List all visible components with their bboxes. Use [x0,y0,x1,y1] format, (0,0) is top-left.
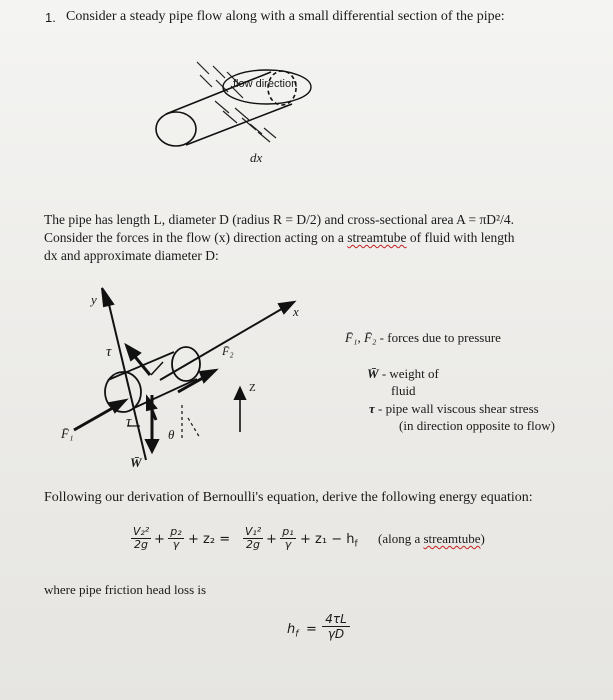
p2-over-gamma: p₂ γ [168,526,184,551]
along-streamtube: (along a streamtube) [378,531,485,546]
flow-direction-label: flow direction [233,78,298,90]
problem-number: 1. [45,10,56,25]
four-tau-l-over-gamma-d: 4τL γD [322,612,350,641]
pipe-description-line1: The pipe has length L, diameter D (radius R = D/2) and cross-sectional area A = πD²/4. [44,212,514,227]
hf-lhs: $h_f$ [287,622,299,640]
v1-squared-over-2g: V₁² 2g [244,525,262,551]
dx-label: dx [250,150,263,165]
where-headloss: where pipe friction head loss is [44,582,207,597]
legend-pressure: F̄₁, F̄₂ - forces due to pressure [345,330,501,345]
pipe-description-line2: Consider the forces in the flow (x) direction acting on a streamtube of fluid with length [44,230,515,245]
problem-intro: Consider a steady pipe flow along with a small differential section of the pipe: [66,9,505,24]
hf-equals: = [306,622,317,637]
x-axis-label: x [293,304,299,319]
z1-minus-h: + $z_1 - h_f$ [300,532,358,550]
legend-weight: W̄ - weight of [367,366,439,381]
v2-squared-over-2g: V₂² 2g [132,525,150,551]
plus-1: + [154,532,165,547]
f2-label: F̄₂ [222,344,234,358]
pipe-description-line3: dx and approximate diameter D: [44,248,219,263]
legend-shear: τ - pipe wall viscous shear stress [369,401,539,416]
f1-label: F̄₁ [61,426,74,441]
tau-bottom-label: τ [126,414,132,430]
z2-equals: + z₂ = [188,532,231,547]
legend-shear-cont: (in direction opposite to flow) [399,418,555,433]
plus-2: + [266,532,277,547]
legend-weight-cont: fluid [391,383,416,398]
z-label: Z [249,382,256,394]
y-axis-label: y [91,292,97,307]
w-label: W̄ [130,455,142,470]
tau-top-label: τ [106,344,112,360]
theta-label: θ [168,427,175,442]
derive-instruction: Following our derivation of Bernoulli's equation, derive the following energy equation: [44,490,533,505]
p1-over-gamma: p₁ γ [280,526,296,551]
